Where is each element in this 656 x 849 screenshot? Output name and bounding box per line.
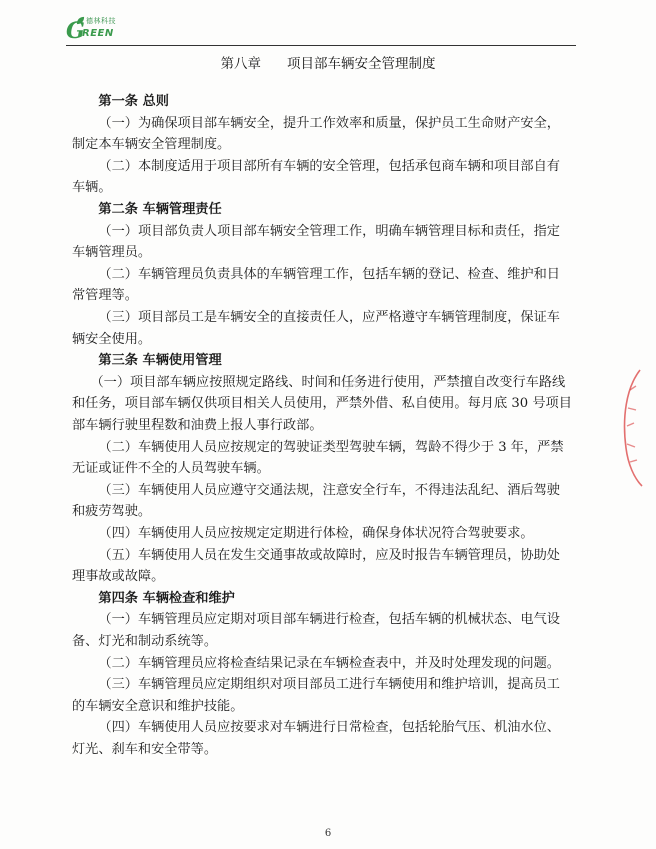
- article-heading: 第二条 车辆管理责任: [98, 202, 222, 217]
- paragraph-line: （三）项目部员工是车辆安全的直接责任人，应严格遵守车辆管理制度，保证车: [98, 310, 560, 325]
- header-rule: [66, 45, 576, 46]
- paragraph-line: （五）车辆使用人员在发生交通事故或故障时，应及时报告车辆管理员，协助处: [98, 547, 560, 563]
- paragraph-line: 辆安全使用。: [72, 331, 152, 347]
- paragraph-line: 常管理等。: [72, 288, 138, 304]
- chapter-heading: [0, 52, 656, 72]
- logo-word: REEN: [82, 28, 114, 39]
- logo-letter: G: [66, 18, 85, 44]
- paragraph-line: 车辆。: [72, 180, 112, 196]
- paragraph-line: 和疲劳驾驶。: [72, 504, 152, 520]
- page-number: 6: [324, 828, 332, 839]
- chapter-number: 第八章: [220, 56, 261, 72]
- paragraph-line: （二）本制度适用于项目部所有车辆的安全管理，包括承包商车辆和项目部自有: [98, 158, 560, 174]
- paragraph-line: （三）车辆管理员应定期组织对项目部员工进行车辆使用和维护培训，提高员工: [98, 677, 560, 693]
- paragraph-line: （一）车辆管理员应定期对项目部车辆进行检查，包括车辆的机械状态、电气设: [98, 612, 560, 628]
- paragraph-line: （四）车辆使用人员应按规定定期进行体检，确保身体状况符合驾驶要求。: [98, 526, 534, 541]
- chapter-title: 项目部车辆安全管理制度: [287, 56, 436, 72]
- paragraph-line: （一）项目部车辆应按照规定路线、时间和任务进行使用，严禁擅自改变行车路线: [90, 374, 566, 390]
- paragraph-line: 部车辆行驶里程数和油费上报人事行政部。: [72, 418, 323, 433]
- paragraph-line: 灯光、刹车和安全带等。: [72, 742, 218, 757]
- paragraph-line: 的车辆安全意识和维护技能。: [72, 698, 244, 714]
- company-logo: [66, 16, 136, 42]
- article-heading: 第四条 车辆检查和维护: [98, 590, 235, 606]
- article-heading: 第一条 总则: [98, 94, 169, 109]
- paragraph-line: （四）车辆使用人员应按要求对车辆进行日常检查，包括轮胎气压、机油水位、: [98, 720, 560, 736]
- red-seal-stamp: [600, 368, 656, 488]
- paragraph-line: （二）车辆管理员应将检查结果记录在车辆检查表中，并及时处理发现的问题。: [98, 655, 560, 671]
- paragraph-line: 理事故或故障。: [72, 569, 165, 585]
- paragraph-line: （二）车辆使用人员应按规定的驾驶证类型驾驶车辆，驾龄不得少于 3 年，严禁: [98, 439, 564, 455]
- paragraph-line: 车辆管理员。: [72, 245, 152, 261]
- paragraph-line: （一）为确保项目部车辆安全，提升工作效率和质量，保护员工生命财产安全，: [98, 115, 560, 131]
- paragraph-line: （一）项目部负责人项目部车辆安全管理工作，明确车辆管理目标和责任，指定: [98, 223, 560, 239]
- paragraph-line: 备、灯光和制动系统等。: [72, 634, 218, 649]
- paragraph-line: 无证或证件不全的人员驾驶车辆。: [72, 461, 270, 477]
- paragraph-line: 制定本车辆安全管理制度。: [72, 137, 231, 153]
- watermark-mark: [345, 375, 365, 393]
- paragraph-line: 和任务，项目部车辆仅供项目相关人员使用，严禁外借、私自使用。每月底 30 号项目: [72, 396, 572, 412]
- article-heading: 第三条 车辆使用管理: [98, 353, 222, 369]
- paragraph-line: （三）车辆使用人员应遵守交通法规，注意安全行车，不得违法乱纪、酒后驾驶: [98, 482, 560, 498]
- logo-chinese-text: 德林科技: [86, 17, 116, 25]
- paragraph-line: （二）车辆管理员负责具体的车辆管理工作，包括车辆的登记、检查、维护和日: [98, 266, 560, 282]
